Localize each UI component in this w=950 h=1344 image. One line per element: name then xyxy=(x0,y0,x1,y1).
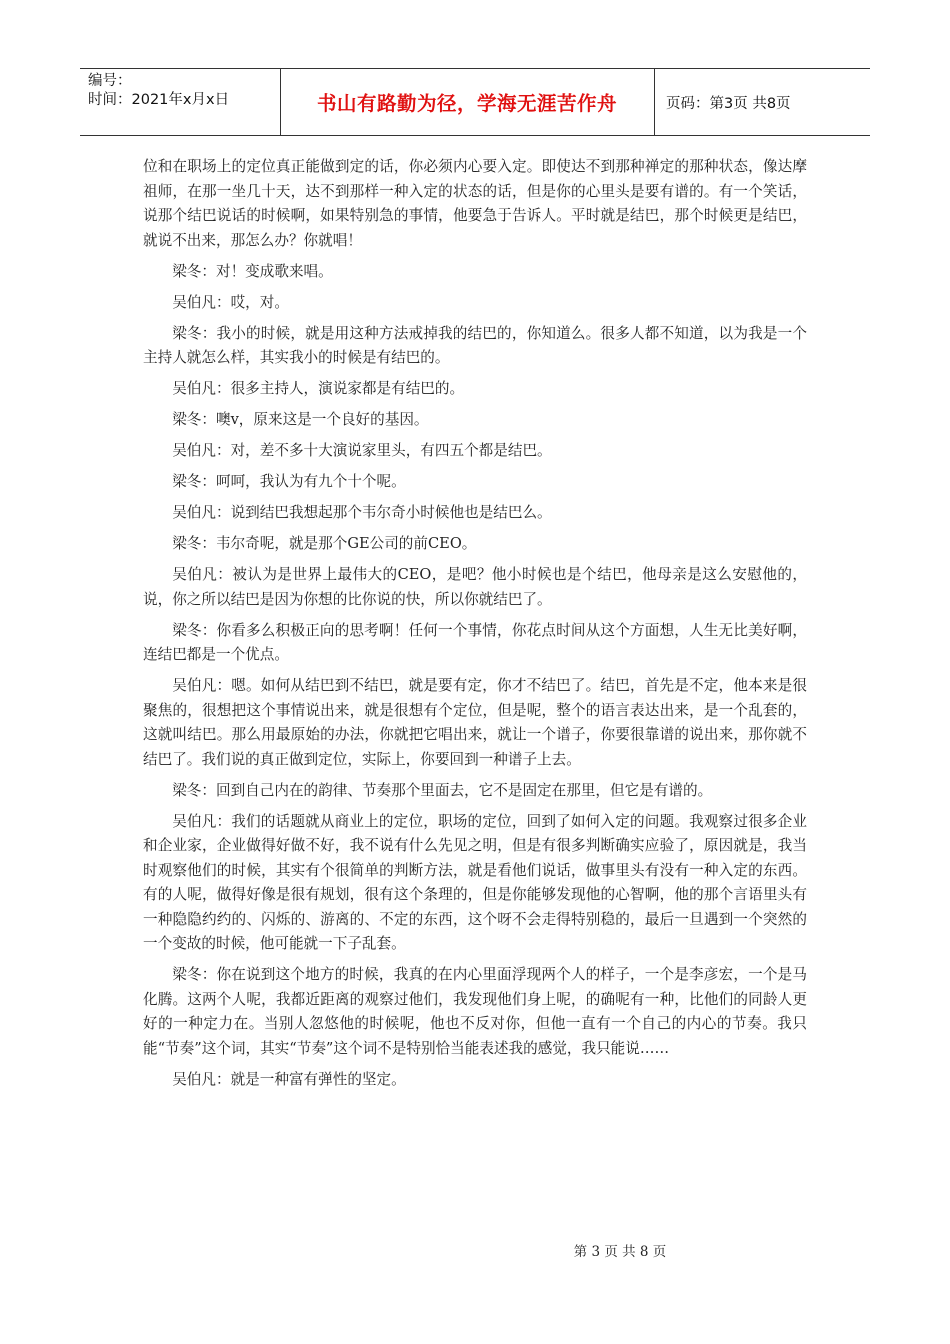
paragraph: 梁冬：回到自己内在的韵律、节奏那个里面去，它不是固定在那里，但它是有谱的。 xyxy=(172,781,713,799)
document-body xyxy=(143,155,807,1099)
page-footer: 第 3 页 共 8 页 xyxy=(573,1244,667,1260)
header-divider-right xyxy=(654,69,655,135)
time-label: 时间：2021年x月x日 xyxy=(88,92,230,108)
header-motto: 书山有路勤为径，学海无涯苦作舟 xyxy=(316,92,617,115)
header-page-info: 页码：第3页 共8页 xyxy=(666,95,791,112)
paragraph: 位和在职场上的定位真正能做到定的话，你必须内心要入定。即使达不到那种禅定的那种状态，像达摩祖师，在那一坐几十天，达不到那样一种入定的状态的话，但是你的心里头是要有谱的。有一个笑话，说那个结巴说话的时候啊，如果特别急的事情，他要急于告诉人。平时就是结巴，那个时候更是结巴，就说不出来，那怎么办？你就唱！ xyxy=(143,158,807,249)
paragraph: 梁冬：你看多么积极正向的思考啊！任何一个事情，你花点时间从这个方面想，人生无比美好啊，连结巴都是一个优点。 xyxy=(143,621,807,663)
header-left-block xyxy=(88,72,229,110)
paragraph: 吴伯凡：嗯。如何从结巴到不结巴，就是要有定，你才不结巴了。结巴，首先是不定，他本来是很聚焦的，很想把这个事情说出来，就是很想有个定位，但是呢，整个的语言表达出来，是一个乱套的，这就叫结巴。那么用最原始的办法，你就把它唱出来，就让一个谱子，你要很靠谱的说出来，那你就不结巴了。我们说的真正做到定位，实际上，你要回到一种谱子上去。 xyxy=(143,677,807,768)
paragraph: 吴伯凡：哎，对。 xyxy=(172,293,289,311)
paragraph: 梁冬：对！变成歌来唱。 xyxy=(172,262,333,280)
paragraph: 梁冬：韦尔奇呢，就是那个GE公司的前CEO。 xyxy=(172,535,477,552)
paragraph: 吴伯凡：对，差不多十大演说家里头，有四五个都是结巴。 xyxy=(172,442,552,459)
paragraph: 吴伯凡：说到结巴我想起那个韦尔奇小时候他也是结巴么。 xyxy=(172,504,552,521)
paragraph: 梁冬：呵呵，我认为有九个十个呢。 xyxy=(172,473,406,490)
paragraph: 梁冬：我小的时候，就是用这种方法戒掉我的结巴的，你知道么。很多人都不知道，以为我是一个主持人就怎么样，其实我小的时候是有结巴的。 xyxy=(143,324,807,366)
paragraph: 吴伯凡：就是一种富有弹性的坚定。 xyxy=(172,1070,406,1088)
paragraph: 梁冬：噢v，原来这是一个良好的基因。 xyxy=(172,411,429,428)
paragraph: 吴伯凡：很多主持人，演说家都是有结巴的。 xyxy=(172,380,465,397)
paragraph: 吴伯凡：我们的话题就从商业上的定位，职场的定位，回到了如何入定的问题。我观察过很多企业和企业家，企业做得好做不好，我不说有什么先见之明，但是有很多判断确实应验了，原因就是，我当时观察他们的时候，其实有个很简单的判断方法，就是看他们说话，做事里头有没有一种入定的东西。有的人呢，做得好像是很有规划，很有这个条理的，但是你能够发现他的心智啊，他的那个言语里头有一种隐隐约约的、闪烁的、游离的、不定的东西，这个呀不会走得特别稳的，最后一旦遇到一个突然的一个变故的时候，他可能就一下子乱套。 xyxy=(143,812,807,952)
serial-number-label: 编号： xyxy=(88,73,132,89)
paragraph: 梁冬：你在说到这个地方的时候，我真的在内心里面浮现两个人的样子，一个是李彦宏，一个是马化腾。这两个人呢，我都近距离的观察过他们，我发现他们身上呢，的确呢有一种，比他们的同龄人更好的一种定力在。当别人忽悠他的时候呢，他也不反对你，但他一直有一个自己的内心的节奏。我只能“节奏”这个词，其实“节奏”这个词不是特别恰当能表述我的感觉，我只能说…… xyxy=(143,966,807,1057)
page-header xyxy=(80,68,870,136)
paragraph: 吴伯凡：被认为是世界上最伟大的CEO，是吧？他小时候也是个结巴，他母亲是这么安慰他的，说，你之所以结巴是因为你想的比你说的快，所以你就结巴了。 xyxy=(143,566,807,608)
